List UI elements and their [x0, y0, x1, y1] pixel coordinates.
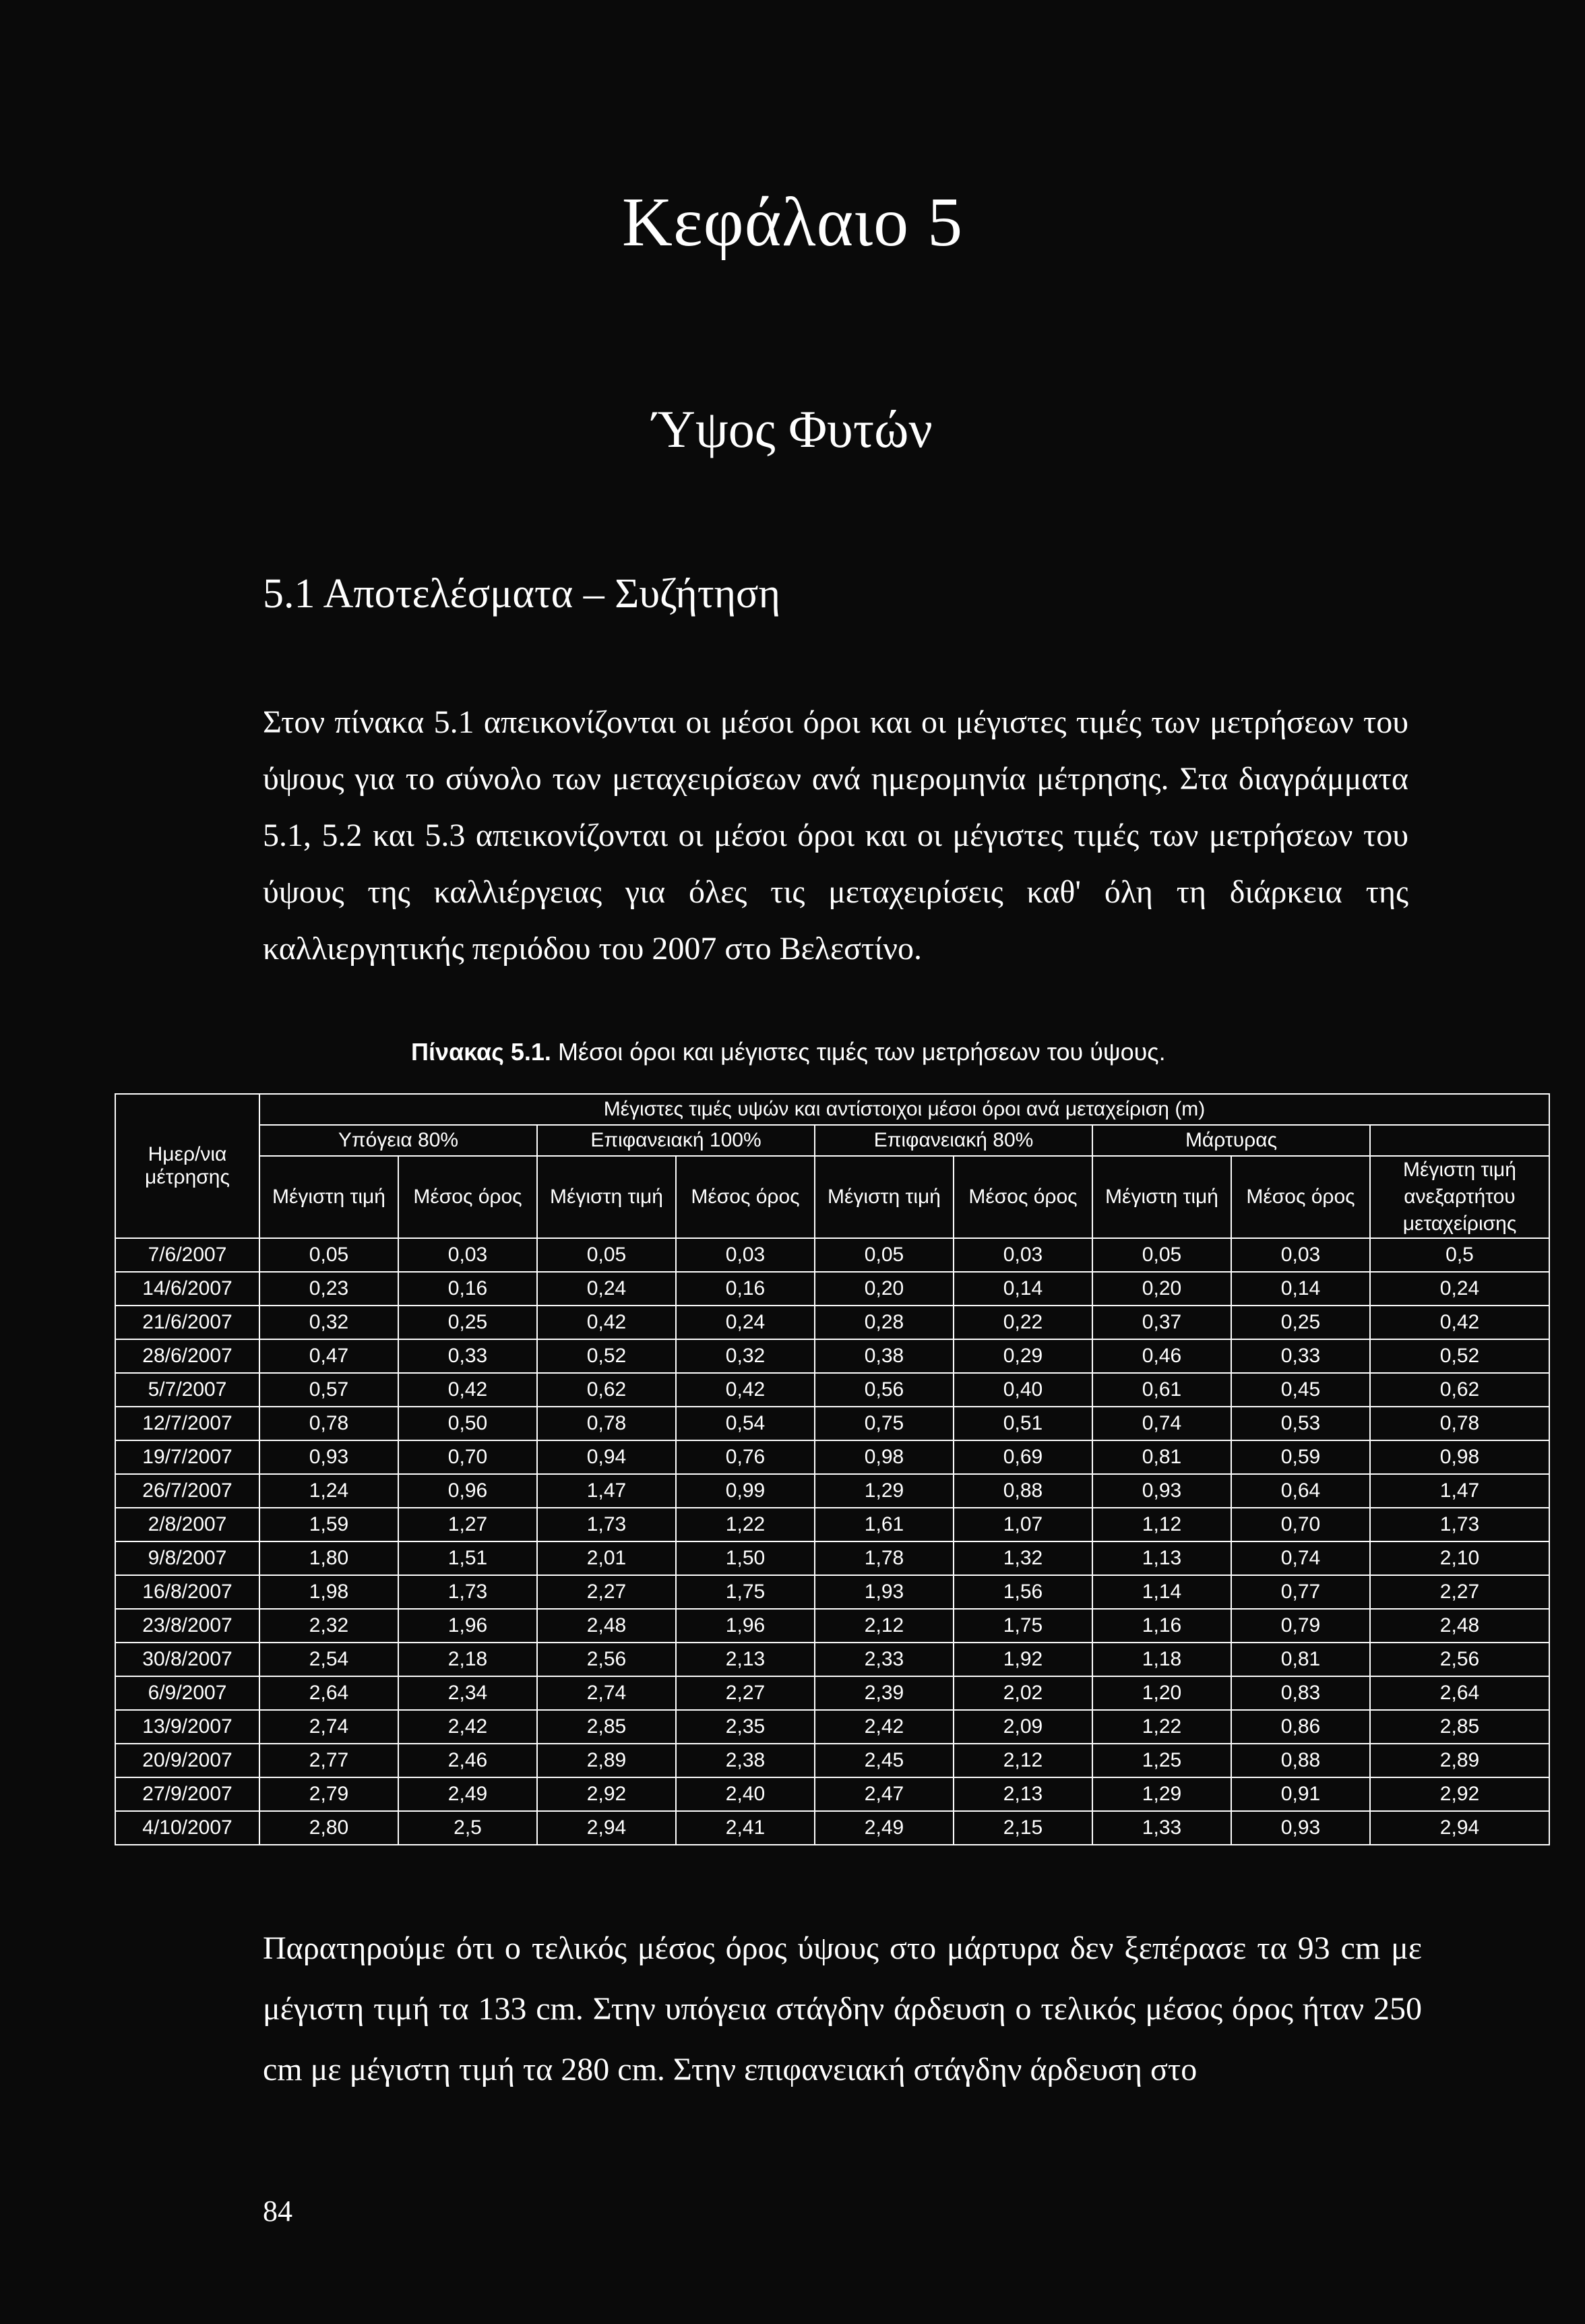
value-cell: 0,96 — [398, 1474, 537, 1508]
table-row — [115, 1541, 1549, 1575]
value-cell: 0,05 — [537, 1238, 676, 1272]
sub-header-mean: Μέσος όρος — [1231, 1156, 1370, 1238]
value-cell: 1,33 — [1092, 1811, 1231, 1845]
value-cell: 0,81 — [1231, 1643, 1370, 1676]
value-cell: 1,14 — [1092, 1575, 1231, 1609]
value-cell: 0,79 — [1231, 1609, 1370, 1643]
value-cell: 2,12 — [815, 1609, 954, 1643]
value-cell: 1,20 — [1092, 1676, 1231, 1710]
treatment-header-empty — [1370, 1125, 1549, 1156]
table-caption — [411, 1038, 1166, 1066]
value-cell: 0,28 — [815, 1306, 954, 1339]
value-cell: 2,89 — [1370, 1744, 1549, 1777]
value-cell: 1,25 — [1092, 1744, 1231, 1777]
treatment-header: Υπόγεια 80% — [259, 1125, 537, 1156]
value-cell: 1,47 — [1370, 1474, 1549, 1508]
value-cell: 0,33 — [1231, 1339, 1370, 1373]
value-cell: 0,91 — [1231, 1777, 1370, 1811]
table-row — [115, 1474, 1549, 1508]
value-cell: 2,02 — [954, 1676, 1092, 1710]
value-cell: 0,53 — [1231, 1407, 1370, 1440]
value-cell: 0,94 — [537, 1440, 676, 1474]
value-cell: 0,03 — [954, 1238, 1092, 1272]
value-cell: 0,42 — [676, 1373, 815, 1407]
value-cell: 2,33 — [815, 1643, 954, 1676]
value-cell: 1,16 — [1092, 1609, 1231, 1643]
sub-header-max: Μέγιστη τιμή — [815, 1156, 954, 1238]
value-cell: 0,33 — [398, 1339, 537, 1373]
value-cell: 0,62 — [537, 1373, 676, 1407]
date-cell: 20/9/2007 — [115, 1744, 259, 1777]
value-cell: 0,05 — [815, 1238, 954, 1272]
value-cell: 0,24 — [676, 1306, 815, 1339]
value-cell: 0,88 — [954, 1474, 1092, 1508]
page-number: 84 — [263, 2195, 292, 2228]
value-cell: 0,86 — [1231, 1710, 1370, 1744]
value-cell: 2,41 — [676, 1811, 815, 1845]
date-cell: 2/8/2007 — [115, 1508, 259, 1541]
value-cell: 2,56 — [537, 1643, 676, 1676]
value-cell: 2,94 — [1370, 1811, 1549, 1845]
value-cell: 1,98 — [259, 1575, 398, 1609]
value-cell: 0,88 — [1231, 1744, 1370, 1777]
value-cell: 2,64 — [259, 1676, 398, 1710]
date-cell: 4/10/2007 — [115, 1811, 259, 1845]
value-cell: 0,42 — [537, 1306, 676, 1339]
value-cell: 0,81 — [1092, 1440, 1231, 1474]
value-cell: 0,76 — [676, 1440, 815, 1474]
value-cell: 0,03 — [676, 1238, 815, 1272]
value-cell: 0,50 — [398, 1407, 537, 1440]
group-header: Μέγιστες τιμές υψών και αντίστοιχοι μέσοι όροι ανά μεταχείριση (m) — [259, 1094, 1549, 1125]
date-cell: 19/7/2007 — [115, 1440, 259, 1474]
table-row — [115, 1575, 1549, 1609]
value-cell: 2,46 — [398, 1744, 537, 1777]
value-cell: 2,77 — [259, 1744, 398, 1777]
table-row — [115, 1508, 1549, 1541]
value-cell: 2,74 — [537, 1676, 676, 1710]
value-cell: 2,27 — [1370, 1575, 1549, 1609]
value-cell: 0,74 — [1231, 1541, 1370, 1575]
value-cell: 0,45 — [1231, 1373, 1370, 1407]
value-cell: 1,12 — [1092, 1508, 1231, 1541]
value-cell: 1,22 — [676, 1508, 815, 1541]
value-cell: 2,92 — [1370, 1777, 1549, 1811]
table-caption-label: Πίνακας 5.1. — [411, 1038, 551, 1066]
treatment-header-row — [115, 1125, 1549, 1156]
value-cell: 2,01 — [537, 1541, 676, 1575]
value-cell: 2,47 — [815, 1777, 954, 1811]
value-cell: 0,24 — [1370, 1272, 1549, 1306]
value-cell: 0,32 — [676, 1339, 815, 1373]
value-cell: 2,49 — [398, 1777, 537, 1811]
table-row — [115, 1643, 1549, 1676]
value-cell: 0,03 — [1231, 1238, 1370, 1272]
table-caption-text: Μέσοι όροι και μέγιστες τιμές των μετρήσεων του ύψους. — [551, 1038, 1166, 1066]
value-cell: 2,85 — [1370, 1710, 1549, 1744]
value-cell: 0,78 — [537, 1407, 676, 1440]
date-cell: 9/8/2007 — [115, 1541, 259, 1575]
value-cell: 0,38 — [815, 1339, 954, 1373]
table-row — [115, 1710, 1549, 1744]
value-cell: 1,13 — [1092, 1541, 1231, 1575]
value-cell: 1,29 — [1092, 1777, 1231, 1811]
value-cell: 0,25 — [1231, 1306, 1370, 1339]
value-cell: 1,59 — [259, 1508, 398, 1541]
value-cell: 2,56 — [1370, 1643, 1549, 1676]
value-cell: 0,14 — [1231, 1272, 1370, 1306]
value-cell: 1,92 — [954, 1643, 1092, 1676]
value-cell: 0,51 — [954, 1407, 1092, 1440]
value-cell: 1,73 — [537, 1508, 676, 1541]
value-cell: 0,61 — [1092, 1373, 1231, 1407]
date-cell: 30/8/2007 — [115, 1643, 259, 1676]
measurements-table — [115, 1093, 1550, 1845]
value-cell: 0,62 — [1370, 1373, 1549, 1407]
value-cell: 2,80 — [259, 1811, 398, 1845]
value-cell: 2,13 — [954, 1777, 1092, 1811]
value-cell: 0,83 — [1231, 1676, 1370, 1710]
sub-header-max: Μέγιστη τιμή — [259, 1156, 398, 1238]
value-cell: 0,37 — [1092, 1306, 1231, 1339]
date-cell: 12/7/2007 — [115, 1407, 259, 1440]
table-row — [115, 1272, 1549, 1306]
value-cell: 2,39 — [815, 1676, 954, 1710]
value-cell: 2,5 — [398, 1811, 537, 1845]
value-cell: 2,32 — [259, 1609, 398, 1643]
value-cell: 1,96 — [398, 1609, 537, 1643]
value-cell: 1,56 — [954, 1575, 1092, 1609]
date-cell: 6/9/2007 — [115, 1676, 259, 1710]
date-cell: 23/8/2007 — [115, 1609, 259, 1643]
value-cell: 0,20 — [1092, 1272, 1231, 1306]
value-cell: 1,96 — [676, 1609, 815, 1643]
value-cell: 2,85 — [537, 1710, 676, 1744]
value-cell: 2,89 — [537, 1744, 676, 1777]
value-cell: 1,29 — [815, 1474, 954, 1508]
value-cell: 1,47 — [537, 1474, 676, 1508]
value-cell: 1,27 — [398, 1508, 537, 1541]
value-cell: 0,56 — [815, 1373, 954, 1407]
value-cell: 1,93 — [815, 1575, 954, 1609]
section-heading: 5.1 Αποτελέσματα – Συζήτηση — [263, 571, 780, 617]
sub-header-max: Μέγιστη τιμή — [537, 1156, 676, 1238]
value-cell: 2,27 — [676, 1676, 815, 1710]
value-cell: 0,23 — [259, 1272, 398, 1306]
value-cell: 2,48 — [1370, 1609, 1549, 1643]
value-cell: 0,70 — [1231, 1508, 1370, 1541]
value-cell: 1,07 — [954, 1508, 1092, 1541]
value-cell: 2,79 — [259, 1777, 398, 1811]
table-row — [115, 1811, 1549, 1845]
date-cell: 28/6/2007 — [115, 1339, 259, 1373]
subheader-row — [115, 1156, 1549, 1238]
value-cell: 1,75 — [676, 1575, 815, 1609]
value-cell: 1,22 — [1092, 1710, 1231, 1744]
date-cell: 21/6/2007 — [115, 1306, 259, 1339]
value-cell: 0,99 — [676, 1474, 815, 1508]
value-cell: 0,98 — [815, 1440, 954, 1474]
treatment-header: Επιφανειακή 80% — [815, 1125, 1092, 1156]
value-cell: 2,12 — [954, 1744, 1092, 1777]
table-row — [115, 1440, 1549, 1474]
value-cell: 0,59 — [1231, 1440, 1370, 1474]
sub-header-max: Μέγιστη τιμή — [1092, 1156, 1231, 1238]
treatment-header: Επιφανειακή 100% — [537, 1125, 815, 1156]
value-cell: 0,32 — [259, 1306, 398, 1339]
value-cell: 2,15 — [954, 1811, 1092, 1845]
date-cell: 7/6/2007 — [115, 1238, 259, 1272]
value-cell: 1,61 — [815, 1508, 954, 1541]
table-row — [115, 1339, 1549, 1373]
value-cell: 0,70 — [398, 1440, 537, 1474]
value-cell: 0,5 — [1370, 1238, 1549, 1272]
table-row — [115, 1407, 1549, 1440]
value-cell: 1,73 — [398, 1575, 537, 1609]
value-cell: 1,18 — [1092, 1643, 1231, 1676]
value-cell: 2,45 — [815, 1744, 954, 1777]
date-cell: 13/9/2007 — [115, 1710, 259, 1744]
chapter-title: Κεφάλαιο 5 — [621, 183, 964, 261]
value-cell: 0,20 — [815, 1272, 954, 1306]
value-cell: 0,93 — [1092, 1474, 1231, 1508]
value-cell: 2,49 — [815, 1811, 954, 1845]
value-cell: 1,75 — [954, 1609, 1092, 1643]
value-cell: 2,38 — [676, 1744, 815, 1777]
value-cell: 1,50 — [676, 1541, 815, 1575]
chapter-subtitle: Ύψος Φυτών — [652, 400, 933, 458]
value-cell: 0,40 — [954, 1373, 1092, 1407]
value-cell: 0,24 — [537, 1272, 676, 1306]
value-cell: 0,16 — [398, 1272, 537, 1306]
table-row — [115, 1676, 1549, 1710]
value-cell: 0,05 — [1092, 1238, 1231, 1272]
value-cell: 0,46 — [1092, 1339, 1231, 1373]
value-cell: 0,78 — [259, 1407, 398, 1440]
date-cell: 14/6/2007 — [115, 1272, 259, 1306]
date-cell: 26/7/2007 — [115, 1474, 259, 1508]
value-cell: 2,40 — [676, 1777, 815, 1811]
table-row — [115, 1306, 1549, 1339]
value-cell: 2,35 — [676, 1710, 815, 1744]
table-body — [115, 1238, 1549, 1845]
value-cell: 0,93 — [259, 1440, 398, 1474]
closing-paragraph: Παρατηρούμε ότι ο τελικός μέσος όρος ύψους στο μάρτυρα δεν ξεπέρασε τα 93 cm με μέγιστη τιμή τα 133 cm. Στην υπόγεια στάγδην άρδευση ο τελικός μέσος όρος ήταν 250 cm με μέγιστη τιμή τα 280 cm. Στην επιφανειακή στάγδην άρδευση στο — [263, 1930, 1422, 2087]
date-cell: 5/7/2007 — [115, 1373, 259, 1407]
value-cell: 2,10 — [1370, 1541, 1549, 1575]
value-cell: 1,80 — [259, 1541, 398, 1575]
value-cell: 0,29 — [954, 1339, 1092, 1373]
value-cell: 0,78 — [1370, 1407, 1549, 1440]
value-cell: 1,32 — [954, 1541, 1092, 1575]
value-cell: 2,18 — [398, 1643, 537, 1676]
table-header-row — [115, 1094, 1549, 1125]
table-row — [115, 1238, 1549, 1272]
value-cell: 2,48 — [537, 1609, 676, 1643]
value-cell: 2,42 — [398, 1710, 537, 1744]
value-cell: 1,51 — [398, 1541, 537, 1575]
sub-header-mean: Μέσος όρος — [398, 1156, 537, 1238]
value-cell: 1,73 — [1370, 1508, 1549, 1541]
table-row — [115, 1373, 1549, 1407]
value-cell: 0,16 — [676, 1272, 815, 1306]
value-cell: 2,94 — [537, 1811, 676, 1845]
sub-header-mean: Μέσος όρος — [676, 1156, 815, 1238]
table-row — [115, 1744, 1549, 1777]
value-cell: 0,42 — [1370, 1306, 1549, 1339]
value-cell: 2,92 — [537, 1777, 676, 1811]
value-cell: 2,54 — [259, 1643, 398, 1676]
value-cell: 0,75 — [815, 1407, 954, 1440]
value-cell: 0,03 — [398, 1238, 537, 1272]
date-cell: 16/8/2007 — [115, 1575, 259, 1609]
value-cell: 0,25 — [398, 1306, 537, 1339]
value-cell: 0,54 — [676, 1407, 815, 1440]
value-cell: 0,74 — [1092, 1407, 1231, 1440]
date-column-header: Ημερ/νια μέτρησης — [115, 1094, 259, 1238]
date-cell: 27/9/2007 — [115, 1777, 259, 1811]
value-cell: 0,77 — [1231, 1575, 1370, 1609]
value-cell: 1,78 — [815, 1541, 954, 1575]
value-cell: 0,05 — [259, 1238, 398, 1272]
value-cell: 0,22 — [954, 1306, 1092, 1339]
value-cell: 0,14 — [954, 1272, 1092, 1306]
value-cell: 0,57 — [259, 1373, 398, 1407]
value-cell: 2,64 — [1370, 1676, 1549, 1710]
table-row — [115, 1609, 1549, 1643]
value-cell: 0,42 — [398, 1373, 537, 1407]
value-cell: 0,93 — [1231, 1811, 1370, 1845]
value-cell: 2,09 — [954, 1710, 1092, 1744]
value-cell: 0,98 — [1370, 1440, 1549, 1474]
intro-paragraph: Στον πίνακα 5.1 απεικονίζονται οι μέσοι όροι και οι μέγιστες τιμές των μετρήσεων του ύψους για το σύνολο των μεταχειρίσεων ανά ημερομηνία μέτρησης. Στα διαγράμματα 5.1, 5.2 και 5.3 απεικονίζονται οι μέσοι όροι και οι μέγιστες τιμές των μετρήσεων του ύψους της καλλιέργειας για όλες τις μεταχειρίσεις καθ' όλη τη διάρκεια της καλλιεργητικής περιόδου του 2007 στο Βελεστίνο. — [263, 704, 1408, 967]
treatment-header: Μάρτυρας — [1092, 1125, 1370, 1156]
value-cell: 2,74 — [259, 1710, 398, 1744]
value-cell: 0,52 — [1370, 1339, 1549, 1373]
value-cell: 2,42 — [815, 1710, 954, 1744]
value-cell: 1,24 — [259, 1474, 398, 1508]
value-cell: 2,13 — [676, 1643, 815, 1676]
value-cell: 2,27 — [537, 1575, 676, 1609]
sub-header-independent-max: Μέγιστη τιμή ανεξαρτήτου μεταχείρισης — [1370, 1156, 1549, 1238]
value-cell: 0,64 — [1231, 1474, 1370, 1508]
value-cell: 0,47 — [259, 1339, 398, 1373]
sub-header-mean: Μέσος όρος — [954, 1156, 1092, 1238]
value-cell: 0,52 — [537, 1339, 676, 1373]
value-cell: 2,34 — [398, 1676, 537, 1710]
value-cell: 0,69 — [954, 1440, 1092, 1474]
table-row — [115, 1777, 1549, 1811]
